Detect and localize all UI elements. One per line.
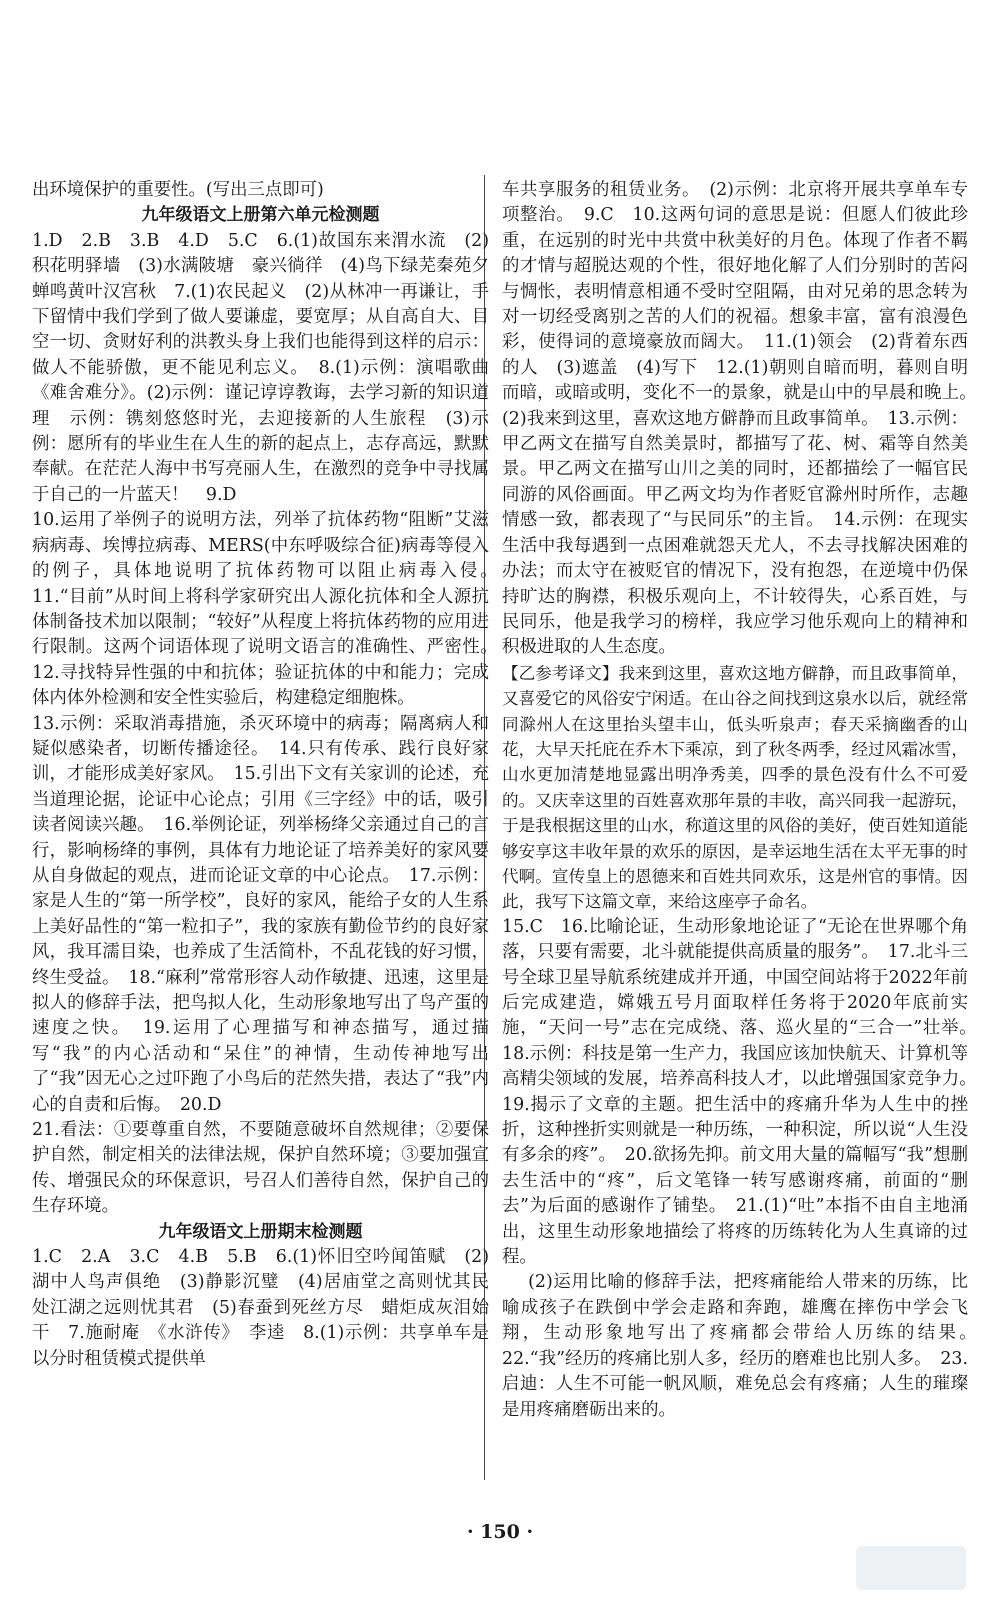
answer-paragraph: 出环境保护的重要性。(写出三点即可)	[32, 180, 324, 200]
answer-paragraph: 1.C 2.A 3.C 4.B 5.B 6.(1)怀旧空吟闻笛赋 (2)湖中人鸟声俱绝 (3)静影沉璧 (4)居庙堂之高则忧其民 处江湖之远则忧其君 (5)春蚕到死丝方尽 蜡炬成灰泪始干 7.施耐庵 《水浒传》 李逵 8.(1)示例：共享单车是以分时租赁模式提供单	[32, 1247, 507, 1369]
reference-translation: 【乙参考译文】我来到这里，喜欢这地方僻静，而且政事简单，又喜爱它的风俗安宁闲适。在山谷之间找到这泉水以后，就经常同滁州人在这里抬头望丰山，低头听泉声；春天采摘幽香的山花，大早天托庇在乔木下乘凉，到了秋冬两季，经过风霜冰雪，山水更加清楚地显露出明净秀美，四季的景色没有什么不可爱的。又庆幸这里的百姓喜欢那年景的丰收，高兴同我一起游玩，于是我根据这里的山水，称道这里的风俗的美好，使百姓知道能够安享这丰收年景的欢乐的原因，是幸运地生活在太平无事的时代啊。宣传皇上的恩德来和百姓共同欢乐，这是州官的事情。因此，我写下这篇文章，来给这座亭子命名。	[502, 663, 968, 912]
answer-paragraph: 21.看法：①要尊重自然，不要随意破坏自然规律；②要保护自然，制定相关的法律法规，保护自然环境；③要加强宣传、增强民众的环保意识，号召人们善待自然，保护自己的生存环境。	[32, 1120, 489, 1217]
answer-paragraph: (2)运用比喻的修辞手法，把疼痛能给人带来的历练，比喻成孩子在跌倒中学会走路和奔跑，雄鹰在摔伤中学会飞翔，生动形象地写出了疼痛都会带给人历练的结果。 22.“我”经历的疼痛比别人多，经历的磨难也比别人多。 23.启迪：人生不可能一帆风顺，难免总会有疼痛；人生的璀璨是用疼痛磨砺出来的。	[502, 1272, 986, 1420]
page-number: · 150 ·	[466, 1521, 534, 1543]
watermark-logo	[856, 1546, 966, 1590]
answer-paragraph: 1.D 2.B 3.B 4.D 5.C 6.(1)故国东来渭水流 (2)积花明驿墙 (3)水满陂塘 豪兴徜徉 (4)鸟下绿芜秦苑夕 蝉鸣黄叶汉宫秋 7.(1)农民起义 (2)从林冲一再谦让，手下留情中我们学到了做人要谦虚，要宽厚；从自高自大、目空一切、贪财好利的洪教头身上我们也能得到这样的启示：做人不能骄傲，更不能见利忘义。 8.(1)示例：演唱歌曲《难舍难分》。(2)示例：谨记谆谆教诲，去学习新的知识道理 示例：镌刻悠悠时光，去迎接新的人生旅程 (3)示例：愿所有的毕业生在人生的新的起点上，志存高远，默默奉献。在茫茫人海中书写亮丽人生，在激烈的竞争中寻找属于自己的一片蓝天！ 9.D	[32, 230, 507, 505]
answer-paragraph: 车共享服务的租赁业务。 (2)示例：北京将开展共享单车专项整治。 9.C 10.这两句词的意思是说：但愿人们彼此珍重，在远别的时光中共赏中秋美好的月色。体现了作者不羁的才情与超脱达观的个性，很好地化解了人们分别时的苦闷与惆怅，表明情意相通不受时空阻隔，由对兄弟的思念转为对一切经受离别之苦的人们的祝福。想象丰富，富有浪漫色彩，使得词的意境豪放而阔大。 11.(1)领会 (2)背着东西的人 (3)遮盖 (4)写下 12.(1)朝则自暗而明，暮则自明而暗，或暗或明，变化不一的景象，就是山中的早晨和晚上。 (2)我来到这里，喜欢这地方僻静而且政事简单。 13.示例：甲乙两文在描写自然美景时，都描写了花、树、霜等自然美景。甲乙两文在描写山川之美的同时，还都描绘了一幅官民同游的风俗画面。甲乙两文均为作者贬官滁州时所作，志趣情感一致，都表现了“与民同乐”的主旨。 14.示例：在现实生活中我每遇到一点困难就怨天尤人，不去寻找解决困难的办法；而太守在被贬官的情况下，没有抱怨，在逆境中仍保持旷达的胸襟，积极乐观向上，不计较得失，心系百姓，与民同乐，他是我学习的榜样，我应学习他乐观向上的精神和积极进取的人生态度。	[502, 180, 986, 658]
section-heading-unit6: 九年级语文上册第六单元检测题	[141, 205, 380, 226]
section-heading-final: 九年级语文上册期末检测题	[158, 1221, 363, 1242]
right-column	[502, 178, 986, 1423]
answer-paragraph: 10.运用了举例子的说明方法，列举了抗体药物“阻断”艾滋病病毒、埃博拉病毒、MERS(中东呼吸综合征)病毒等侵入的例子，具体地说明了抗体药物可以阻止病毒入侵。 11.“目前”从时间上将科学家研究出人源化抗体和全人源抗体制备技术加以限制；“较好”从程度上将抗体药物的应用进行限制。这两个词语体现了说明文语言的准确性、严密性。 12.寻找特异性强的中和抗体；验证抗体的中和能力；完成体内体外检测和安全性实验后，构建稳定细胞株。	[32, 510, 507, 709]
left-column	[32, 178, 507, 1372]
answer-paragraph: 13.示例：采取消毒措施，杀灭环境中的病毒；隔离病人和疑似感染者，切断传播途径。 14.只有传承、践行良好家训，才能形成美好家风。 15.引出下文有关家训的论述，充当道理论据，论证中心论点；引用《三字经》中的话，吸引读者阅读兴趣。 16.举例论证，列举杨绛父亲通过自己的言行，影响杨绛的事例，具体有力地论证了培养美好的家风要从自身做起的观点，进而论证文章的中心论点。 17.示例：家是人生的“第一所学校”，良好的家风，能给子女的人生系上美好品性的“第一粒扣子”，我的家族有勤俭节约的良好家风，我耳濡目染，也养成了生活简朴，不乱花钱的好习惯，终生受益。 18.“麻利”常常形容人动作敏捷、迅速，这里是拟人的修辞手法，把鸟拟人化，生动形象地写出了鸟产蛋的速度之快。 19.运用了心理描写和神态描写，通过描写“我”的内心活动和“呆住”的神情，生动传神地写出了“我”因无心之过吓跑了小鸟后的茫然失措，表达了“我”内心的自责和后悔。 20.D	[32, 713, 489, 1115]
answer-paragraph: 15.C 16.比喻论证，生动形象地论证了“无论在世界哪个角落，只要有需要，北斗就能提供高质量的服务”。 17.北斗三号全球卫星导航系统建成并开通，中国空间站将于2022年前后完成建造，嫦娥五号月面取样任务将于2020年底前实施，“天问一号”志在完成绕、落、巡火星的“三合一”壮举。 18.示例：科技是第一生产力，我国应该加快航天、计算机等高精尖领域的发展，培养高科技人才，以此增强国家竞争力。 19.揭示了文章的主题。把生活中的疼痛升华为人生中的挫折，这种挫折实则就是一种历练，一种积淀，所以说“人生没有多余的疼”。 20.欲扬先抑。前文用大量的篇幅写“我”想删去生活中的“疼”，后文笔锋一转写感谢疼痛，前面的“删去”为后面的感谢作了铺垫。 21.(1)“吐”本指不由自主地涌出，这里生动形象地描绘了将疼的历练转化为人生真谛的过程。	[502, 916, 986, 1268]
